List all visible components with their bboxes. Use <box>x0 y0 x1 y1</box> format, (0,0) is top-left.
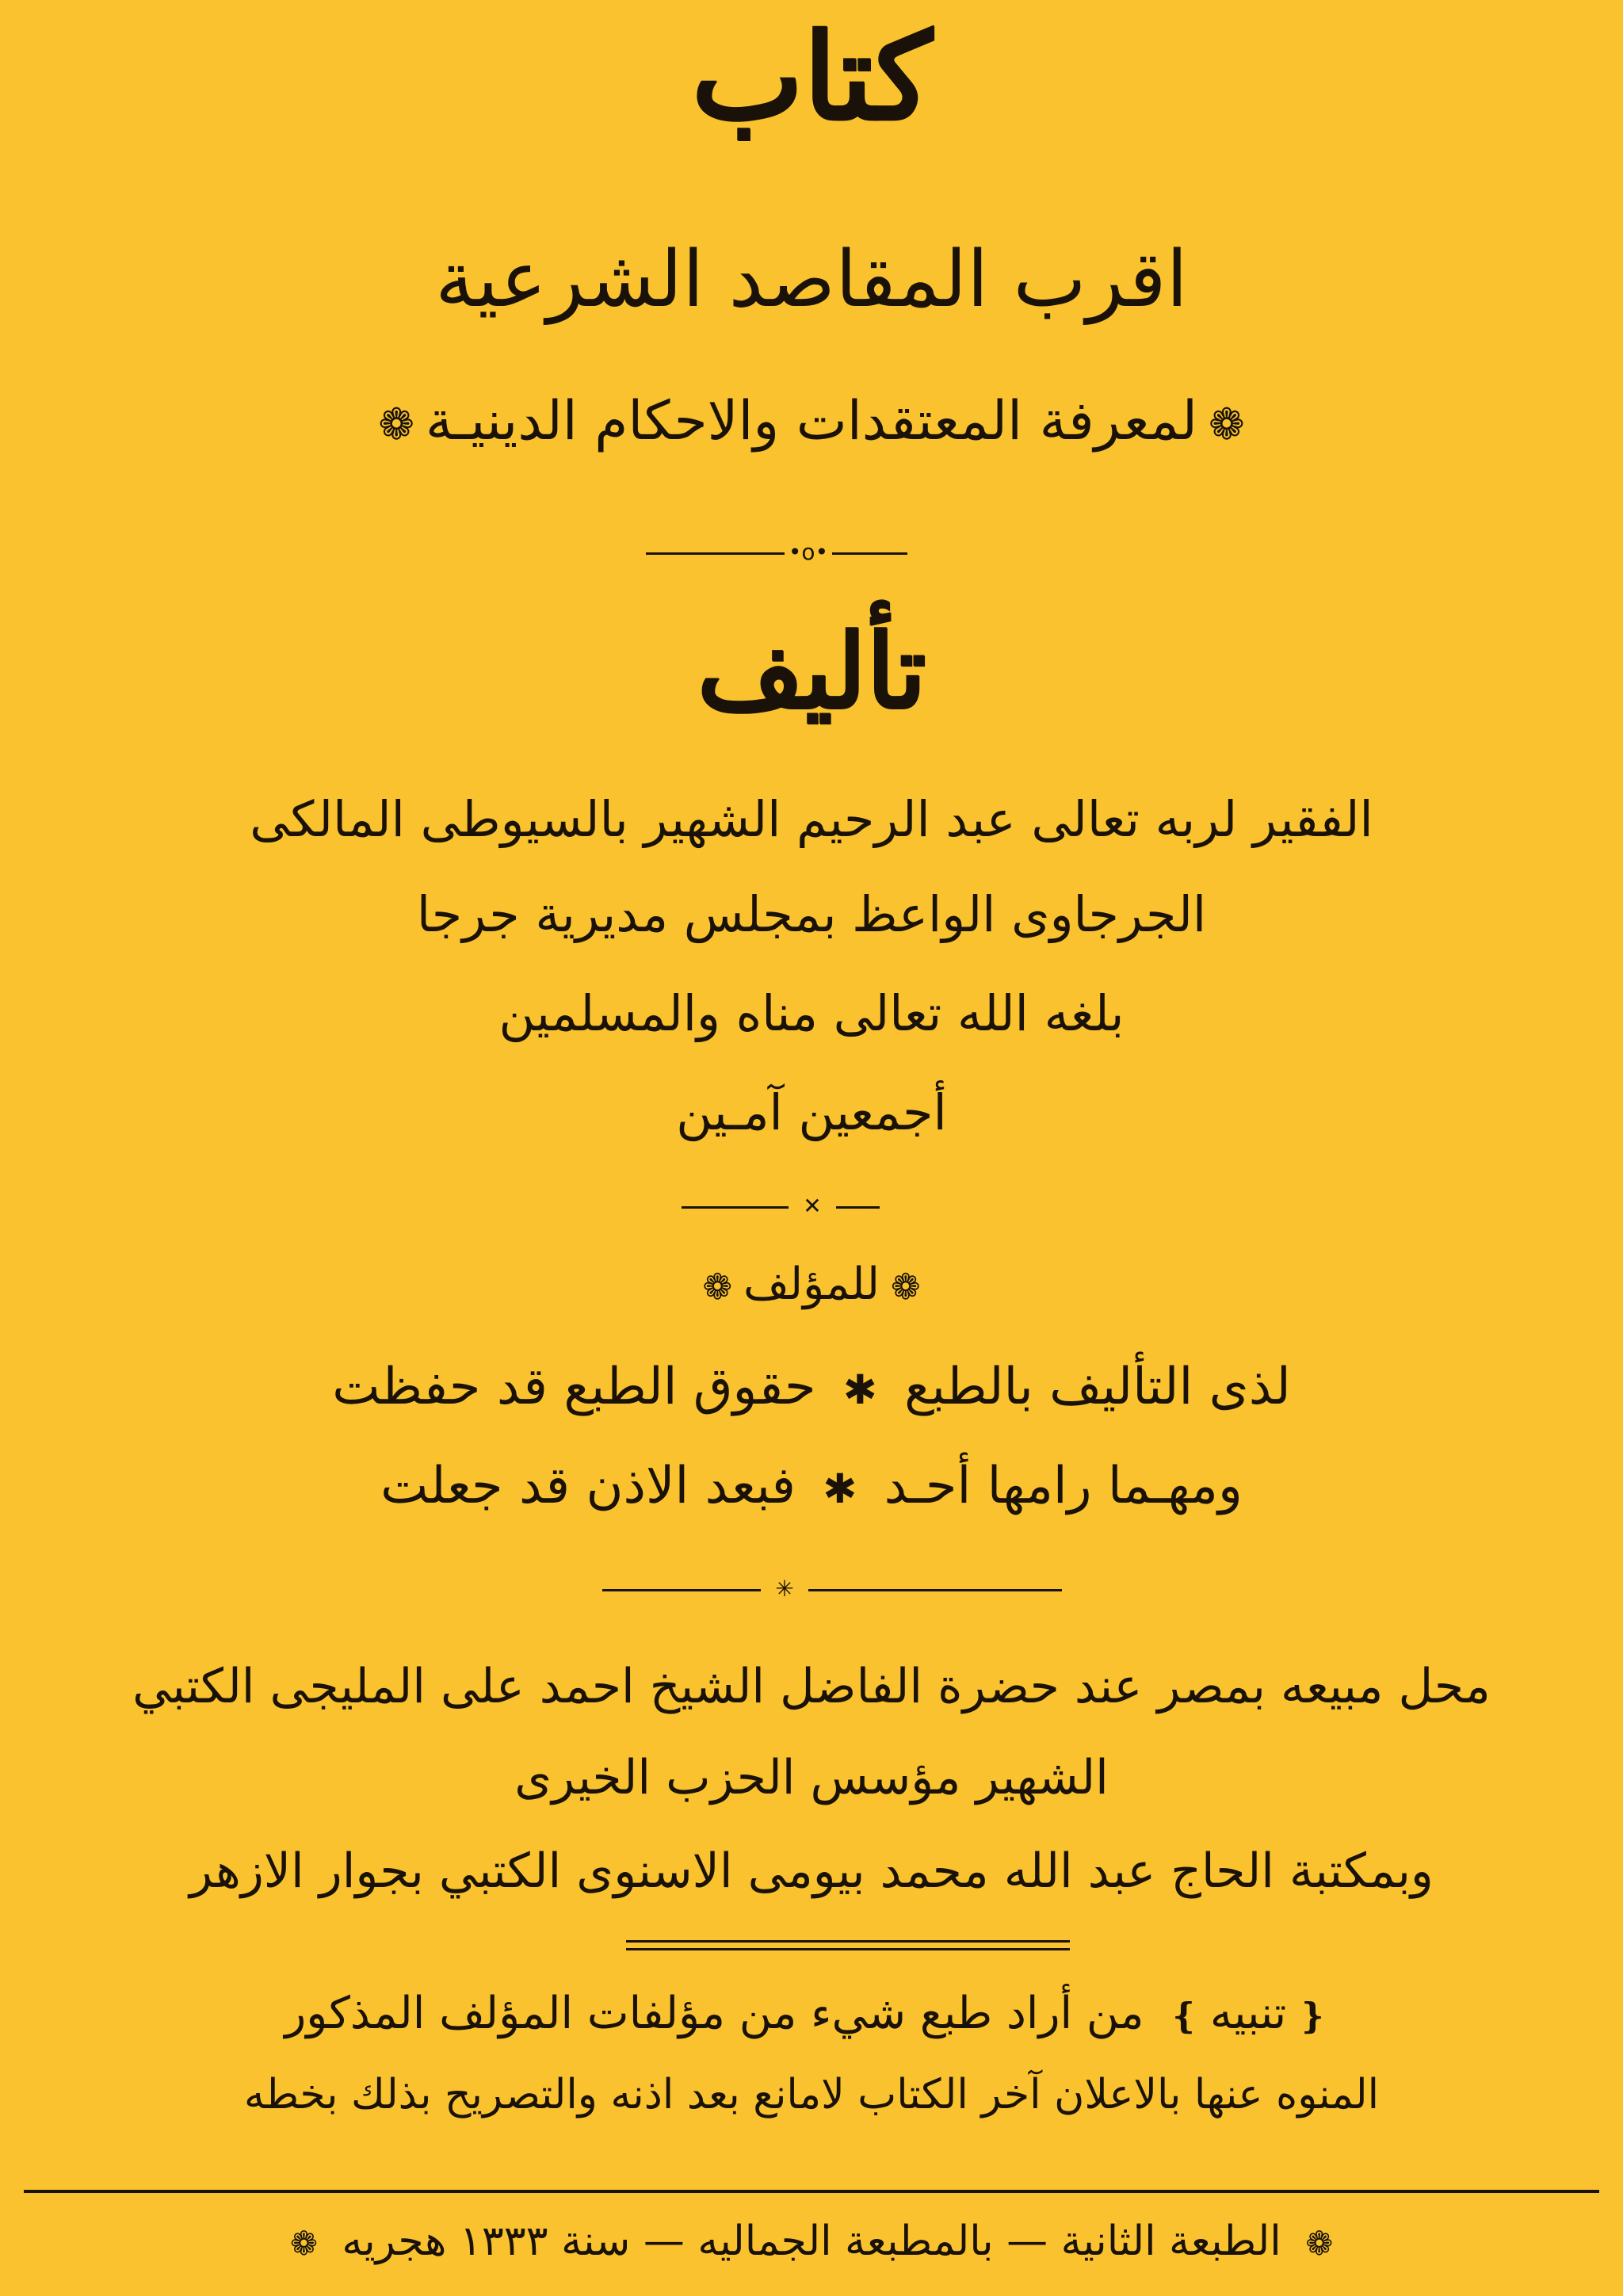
divider <box>682 1206 880 1209</box>
sale-line-1: محل مبيعه بمصر عند حضرة الفاضل الشيخ احمد على المليجى الكتبي <box>132 1659 1491 1714</box>
dash-separator: — <box>643 2218 685 2265</box>
footer-line <box>0 2219 1623 2264</box>
divider <box>626 1948 1070 1950</box>
ornament-icon: ❁ <box>1305 2224 1334 2263</box>
dash-separator: — <box>1006 2218 1048 2265</box>
divider-ornament-icon: •o• <box>785 541 832 563</box>
footer-edition: الطبعة الثانية <box>1060 2218 1281 2265</box>
ornament-icon: ❵ <box>1169 1995 1199 2037</box>
author-line-3: بلغه الله تعالى مناه والمسلمين <box>498 984 1125 1042</box>
star-icon: ✱ <box>823 1465 857 1513</box>
book-subtitle-line <box>0 392 1623 452</box>
book-subtitle: لمعرفة المعتقدات والاحكام الدينيـة <box>426 390 1197 453</box>
divider <box>646 552 907 555</box>
author-line-1: الفقير لربه تعالى عبد الرحيم الشهير بالسيوطى المالكى <box>250 790 1373 848</box>
sale-line-3: وبمكتبة الحاج عبد الله محمد بيومى الاسنوى الكتبي بجوار الازهر <box>189 1843 1434 1899</box>
poem-line2-right: ومهـما رامها أحـد <box>884 1457 1243 1515</box>
divider-ornament-icon: ✕ <box>789 1195 836 1217</box>
ornament-icon: ❁ <box>378 399 414 449</box>
notice-line-1 <box>0 1989 1623 2038</box>
footer-press: بالمطبعة الجماليه <box>697 2218 994 2265</box>
notice-line-2: المنوه عنها بالاعلان آخر الكتاب لامانع بعد اذنه والتصريح بذلك بخطه <box>243 2071 1380 2118</box>
ornament-icon: ❴ <box>1297 1995 1327 2037</box>
header-calligraphy: كتاب <box>691 7 932 147</box>
poem-line-2 <box>0 1458 1623 1514</box>
ornament-icon: ❁ <box>289 2224 318 2263</box>
notice-text-1: من أراد طبع شيء من مؤلفات المؤلف المذكور <box>285 1988 1144 2039</box>
poem-line-1 <box>0 1359 1623 1415</box>
author-label: للمؤلف <box>743 1259 880 1310</box>
authorship-calligraphy: تأليف <box>697 610 926 732</box>
ornament-icon: ❁ <box>1208 399 1245 449</box>
notice-label: تنبيه <box>1209 1988 1287 2039</box>
ornament-icon: ❁ <box>890 1266 921 1308</box>
divider-ornament-icon: ✳ <box>761 1578 808 1600</box>
ornament-icon: ❁ <box>702 1266 733 1308</box>
poem-line2-left: فبعد الاذن قد جعلت <box>380 1457 796 1515</box>
sale-line-2: الشهير مؤسس الحزب الخيرى <box>514 1750 1109 1805</box>
star-icon: ✱ <box>842 1366 877 1414</box>
author-label-line <box>0 1260 1623 1309</box>
divider <box>602 1589 1062 1591</box>
author-line-4: أجمعين آمـين <box>676 1083 947 1141</box>
poem-line1-right: لذى التأليف بالطبع <box>904 1358 1291 1416</box>
book-title: اقرب المقاصد الشرعية <box>435 235 1188 325</box>
bottom-rule <box>24 2190 1599 2193</box>
footer-year: سنة ١٣٣٣ هجريه <box>342 2218 631 2265</box>
poem-line1-left: حقوق الطبع قد حفظت <box>332 1358 816 1416</box>
divider <box>626 1940 1070 1943</box>
author-line-2: الجرجاوى الواعظ بمجلس مديرية جرجا <box>416 885 1207 943</box>
